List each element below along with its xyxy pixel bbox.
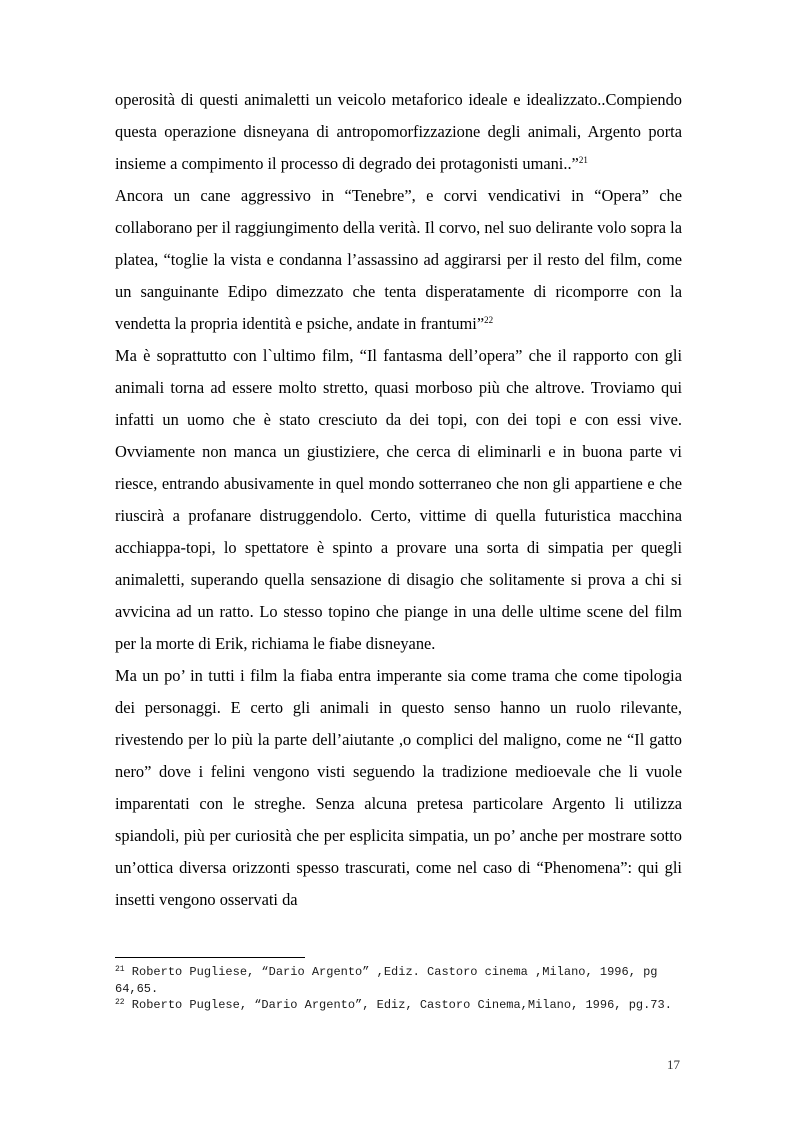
footnote-ref-21: 21	[578, 155, 588, 165]
footnote-22	[115, 997, 685, 1014]
paragraph-1	[115, 84, 682, 180]
page-number: 17	[667, 1057, 680, 1072]
paragraph-4	[115, 660, 682, 916]
footnote-separator	[115, 957, 305, 958]
body-text	[115, 84, 682, 916]
paragraph-2	[115, 180, 682, 340]
paragraph-2-text: Ancora un cane aggressivo in “Tenebre”, e corvi vendicativi in “Opera” che collaborano per il raggiungimento della verità. Il corvo, nel suo delirante volo sopra la platea, “toglie la vista e condanna l’assassino ad aggirarsi per il resto del film, come un sanguinante Edipo dimezzato che tenta disperatamente di ricomporre con la vendetta la propria identità e psiche, andate in frantumi”	[115, 186, 682, 333]
footnote-text-21: Roberto Pugliese, “Dario Argento” ,Ediz. Castoro cinema ,Milano, 1996, pg 64,65.	[115, 965, 658, 996]
footnote-mark-21: 21	[115, 965, 125, 974]
paragraph-3	[115, 340, 682, 660]
footnote-21	[115, 964, 685, 997]
footnotes	[115, 964, 685, 1014]
paragraph-1-text: operosità di questi animaletti un veicolo metaforico ideale e idealizzato..Compiendo questa operazione disneyana di antropomorfizzazione degli animali, Argento porta insieme a compimento il processo di degrado dei protagonisti umani..”	[115, 90, 682, 173]
footnote-text-22: Roberto Puglese, “Dario Argento”, Ediz, Castoro Cinema,Milano, 1996, pg.73.	[124, 998, 672, 1012]
footnote-mark-22: 22	[115, 998, 125, 1007]
paragraph-4-text: Ma un po’ in tutti i film la fiaba entra imperante sia come trama che come tipologia dei personaggi. E certo gli animali in questo senso hanno un ruolo rilevante, rivestendo per lo più la parte dell’aiutante ,o complici del maligno, come ne “Il gatto nero” dove i felini vengono visti seguendo la tradizione medioevale che li vuole imparentati con le streghe. Senza alcuna pretesa particolare Argento li utilizza spiandoli, più per curiosità che per esplicita simpatia, un po’ anche per mostrare sotto un’ottica diversa orizzonti spesso trascurati, come nel caso di “Phenomena”: qui gli insetti vengono osservati da	[115, 666, 682, 909]
footnote-ref-22: 22	[484, 315, 494, 325]
paragraph-3-text: Ma è soprattutto con l`ultimo film, “Il fantasma dell’opera” che il rapporto con gli animali torna ad essere molto stretto, quasi morboso più che altrove. Troviamo qui infatti un uomo che è stato cresciuto da dei topi, con dei topi e con essi vive. Ovviamente non manca un giustiziere, che cerca di eliminarli e in buona parte vi riesce, entrando abusivamente in quel mondo sotterraneo che non gli appartiene e che riuscirà a profanare distruggendolo. Certo, vittime di quella futuristica macchina acchiappa-topi, lo spettatore è spinto a provare una sorta di simpatia per quegli animaletti, superando quella sensazione di disagio che solitamente si prova a chi si avvicina ad un ratto. Lo stesso topino che piange in una delle ultime scene del film per la morte di Erik, richiama le fiabe disneyane.	[115, 346, 682, 653]
